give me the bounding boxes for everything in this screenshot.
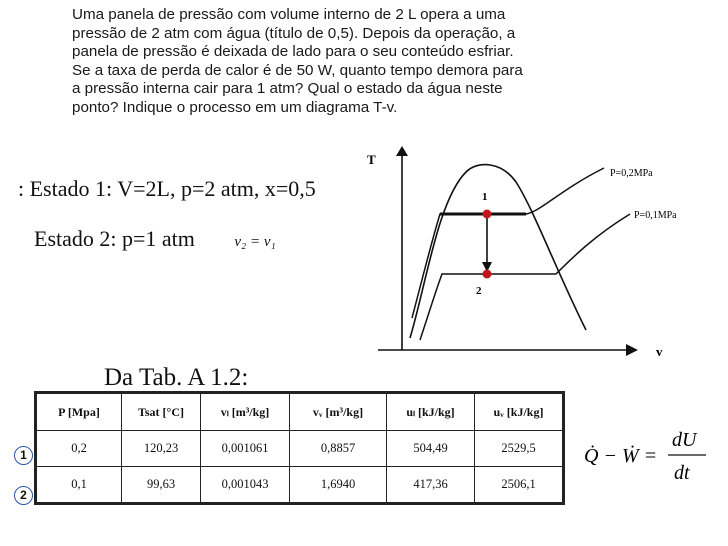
header-tsat: Tsat [°C] (122, 393, 201, 431)
t-axis-arrow-icon (396, 146, 408, 156)
energy-balance-equation (584, 424, 714, 488)
point-2-label: 2 (476, 285, 482, 297)
isobar-high (412, 168, 604, 318)
v-axis-label: v (656, 344, 663, 359)
problem-line: panela de pressão é deixada de lado para o seu conteúdo esfriar. (72, 43, 514, 61)
row-1-marker: 1 (14, 446, 33, 465)
header-pressure: P [Mpa] (36, 393, 122, 431)
equation-lhs: Q̇ − Ẇ = (584, 445, 658, 467)
properties-table (34, 391, 565, 505)
table-header-row (36, 393, 564, 431)
header-uv: uᵥ [kJ/kg] (475, 393, 564, 431)
state-2-label: Estado 2: p=1 atm (34, 226, 195, 251)
state-1-text: : Estado 1: V=2L, p=2 atm, x=0,5 (18, 176, 316, 201)
row-2-marker: 2 (14, 486, 33, 505)
table-cell: 0,8857 (290, 431, 387, 467)
problem-line: Se a taxa de perda de calor é de 50 W, quanto tempo demora para (72, 61, 523, 79)
equation-numerator: dU (672, 429, 697, 451)
table-row (36, 431, 564, 467)
problem-line: pressão de 2 atm com água (título de 0,5). Depois da operação, a (72, 24, 516, 42)
t-v-diagram (360, 140, 680, 365)
table-row (36, 467, 564, 504)
state-2-text (34, 226, 276, 252)
table-cell: 0,1 (36, 467, 122, 504)
isobar-low (420, 214, 630, 340)
header-ul: uₗ [kJ/kg] (387, 393, 475, 431)
point-1-marker (483, 210, 492, 219)
problem-line: ponto? Indique o processo em um diagrama T-v. (72, 98, 398, 116)
saturation-dome (410, 165, 586, 338)
table-cell: 1,6940 (290, 467, 387, 504)
table-title: Da Tab. A 1.2: (104, 364, 249, 391)
header-vv: vᵥ [m³/kg] (290, 393, 387, 431)
point-2-marker (483, 270, 492, 279)
header-vl: vₗ [m³/kg] (201, 393, 290, 431)
equation-denominator: dt (674, 462, 690, 484)
table-cell: 120,23 (122, 431, 201, 467)
t-axis-label: T (367, 152, 376, 167)
point-1-label: 1 (482, 191, 488, 203)
table-cell: 2529,5 (475, 431, 564, 467)
problem-statement (72, 6, 592, 118)
state-2-equation: v₂ = v₁ (234, 234, 276, 250)
table-cell: 0,001043 (201, 467, 290, 504)
table-cell: 504,49 (387, 431, 475, 467)
table-cell: 0,2 (36, 431, 122, 467)
v-axis-arrow-icon (626, 344, 638, 356)
problem-line: Uma panela de pressão com volume interno de 2 L opera a uma (72, 6, 506, 23)
table-cell: 0,001061 (201, 431, 290, 467)
table-cell: 417,36 (387, 467, 475, 504)
isobar-low-label: P=0,1MPa (634, 210, 677, 221)
table-cell: 2506,1 (475, 467, 564, 504)
table-cell: 99,63 (122, 467, 201, 504)
problem-line: a pressão interna cair para 1 atm? Qual o estado da água neste (72, 80, 503, 98)
isobar-high-label: P=0,2MPa (610, 168, 653, 179)
